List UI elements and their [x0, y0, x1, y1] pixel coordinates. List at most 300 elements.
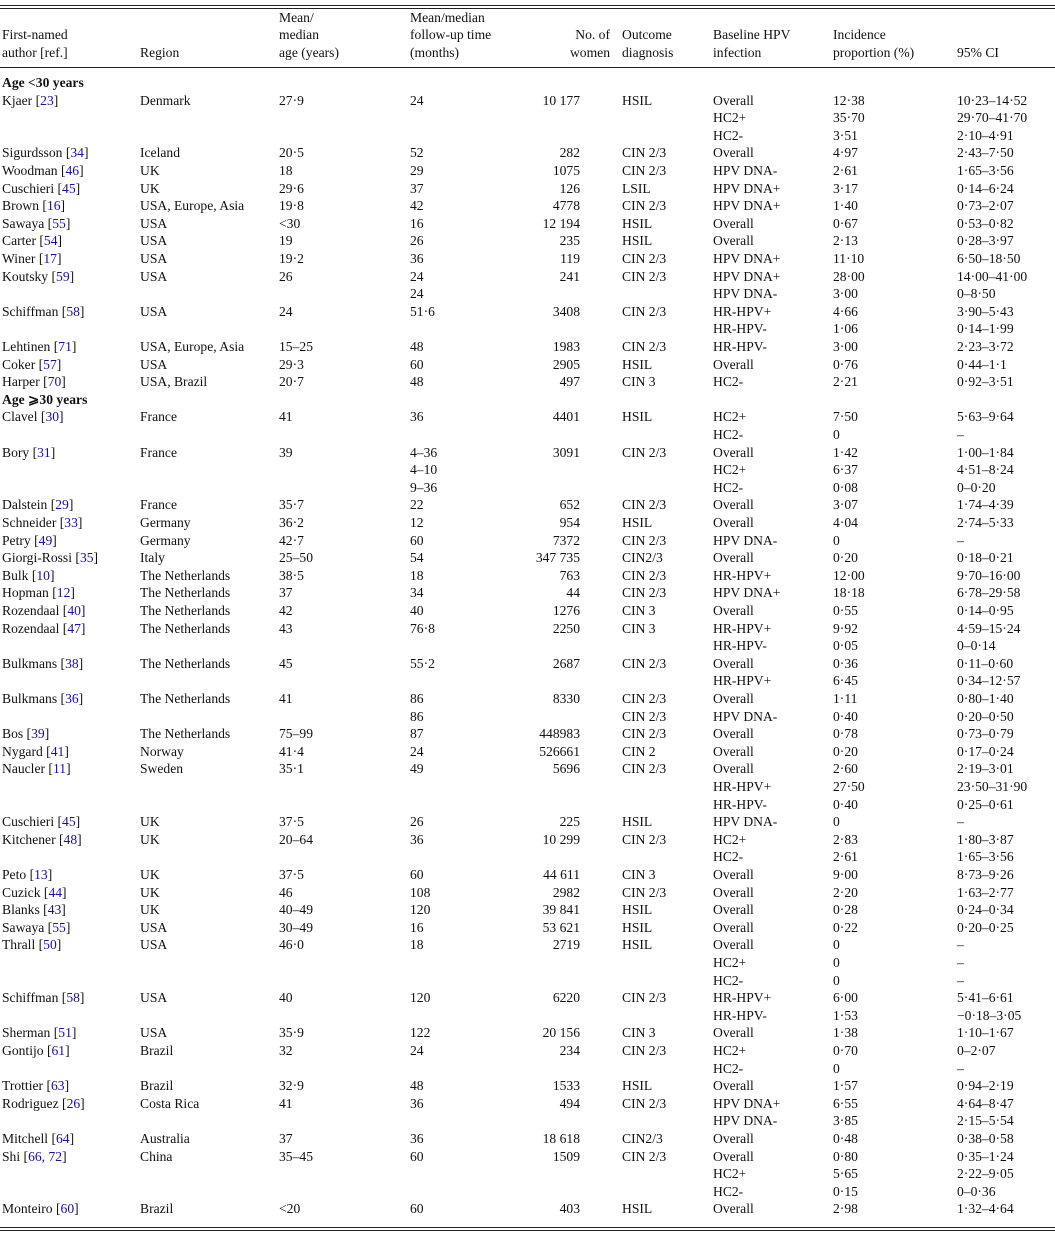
outcome-diagnosis: HSIL [622, 1201, 653, 1217]
reference-link[interactable]: 33 [64, 515, 78, 530]
number-of-women: 5696 [552, 761, 580, 777]
author-name: Trottier [2, 1078, 44, 1094]
number-of-women: 1533 [552, 1078, 580, 1094]
region: Costa Rica [140, 1095, 200, 1111]
confidence-interval: 0–0·36 [957, 1183, 996, 1199]
outcome-diagnosis: CIN 2/3 [622, 251, 667, 266]
region: Sweden [140, 761, 184, 777]
outcome-diagnosis: CIN 2/3 [622, 163, 667, 178]
author-name: Dalstein [2, 497, 48, 513]
mean-age: 43 [279, 620, 293, 636]
reference-link[interactable]: 13 [34, 867, 48, 882]
baseline-hpv: Overall [713, 603, 754, 618]
mean-age: <30 [279, 215, 301, 231]
number-of-women: 403 [559, 1201, 580, 1217]
incidence-proportion: 0·80 [833, 1148, 858, 1164]
follow-up: 36 [410, 831, 424, 847]
mean-age: 37 [279, 585, 293, 601]
incidence-proportion: 0 [833, 427, 840, 442]
mean-age: 40–49 [279, 902, 313, 918]
mean-age: 30–49 [279, 919, 313, 935]
outcome-diagnosis: CIN 3 [622, 374, 656, 390]
mean-age: 20·5 [279, 145, 304, 161]
confidence-interval: 0·14–6·24 [957, 180, 1014, 196]
reference-link[interactable]: 49 [38, 532, 53, 548]
baseline-hpv: Overall [713, 884, 754, 900]
incidence-proportion: 0·28 [833, 902, 858, 918]
baseline-hpv: Overall [713, 356, 754, 372]
baseline-hpv: Overall [713, 743, 754, 759]
study-author: Schneider [33] [2, 515, 83, 530]
reference-link[interactable]: 71 [58, 339, 72, 354]
follow-up: 24 [410, 286, 424, 302]
baseline-hpv: Overall [713, 1078, 754, 1094]
incidence-proportion: 0·40 [833, 796, 858, 812]
number-of-women: 2905 [552, 356, 580, 372]
confidence-interval: 0·44–1·1 [957, 356, 1007, 372]
reference-link[interactable]: 17 [43, 251, 57, 266]
region: The Netherlands [140, 585, 231, 601]
confidence-interval: 8·73–9·26 [957, 867, 1014, 882]
study-author: Bory [31] [2, 444, 56, 460]
bottom-rule [0, 1227, 1055, 1228]
study-author: Shi [66, 72] [2, 1148, 67, 1164]
study-author: Rozendaal [40] [2, 603, 86, 618]
author-name: Blanks [2, 902, 40, 918]
header-age: median [279, 27, 320, 43]
follow-up: 18 [410, 937, 424, 953]
outcome-diagnosis: CIN 2 [622, 743, 656, 759]
mean-age: 41·4 [279, 743, 304, 759]
reference-link[interactable]: 34 [70, 145, 84, 161]
incidence-proportion: 6·45 [833, 673, 858, 689]
reference-link[interactable]: 66, 72 [28, 1148, 63, 1164]
study-author: Harper [70] [2, 374, 66, 390]
incidence-proportion: 0 [833, 814, 840, 830]
mean-age: 38·5 [279, 567, 304, 583]
region: USA [140, 233, 168, 249]
baseline-hpv: HC2+ [713, 955, 747, 970]
reference-link[interactable]: 36 [65, 691, 79, 706]
incidence-proportion: 3·51 [833, 127, 858, 143]
incidence-proportion: 0·55 [833, 603, 858, 618]
author-name: Woodman [2, 163, 58, 178]
follow-up: 9–36 [410, 479, 438, 495]
follow-up: 37 [410, 180, 424, 196]
incidence-proportion: 1·06 [833, 321, 858, 337]
reference-link[interactable]: 55 [52, 919, 66, 935]
incidence-proportion: 0 [833, 532, 840, 548]
baseline-hpv: HR-HPV- [713, 339, 767, 354]
incidence-proportion: 1·57 [833, 1078, 858, 1094]
baseline-hpv: Overall [713, 215, 754, 231]
region: Germany [140, 532, 191, 548]
outcome-diagnosis: CIN 2/3 [622, 691, 667, 706]
reference-link[interactable]: 51 [58, 1025, 72, 1041]
reference-link[interactable]: 31 [37, 444, 51, 460]
study-author: Mitchell [64] [2, 1131, 75, 1146]
confidence-interval: 0·14–1·99 [957, 321, 1014, 337]
study-author: Lehtinen [71] [2, 339, 77, 354]
incidence-proportion: 2·20 [833, 884, 858, 900]
outcome-diagnosis: CIN2/3 [622, 1131, 663, 1146]
confidence-interval: 2·19–3·01 [957, 761, 1014, 777]
follow-up: 48 [410, 374, 424, 390]
region: UK [140, 180, 160, 196]
outcome-diagnosis: CIN 2/3 [622, 726, 667, 742]
baseline-hpv: HR-HPV+ [713, 779, 772, 794]
incidence-proportion: 2·83 [833, 831, 858, 847]
incidence-proportion: 2·61 [833, 163, 858, 178]
reference-link[interactable]: 54 [43, 233, 58, 249]
number-of-women: 20 156 [542, 1025, 580, 1041]
outcome-diagnosis: CIN 3 [622, 867, 656, 882]
confidence-interval: 0·92–3·51 [957, 374, 1014, 390]
baseline-hpv: HPV DNA- [713, 814, 778, 830]
reference-link[interactable]: 47 [67, 620, 81, 636]
baseline-hpv: Overall [713, 444, 754, 460]
number-of-women: 12 194 [542, 215, 580, 231]
confidence-interval: 9·70–16·00 [957, 567, 1021, 583]
reference-link[interactable]: 45 [62, 814, 76, 830]
confidence-interval: 6·78–29·58 [957, 585, 1021, 601]
baseline-hpv: Overall [713, 691, 754, 706]
baseline-hpv: HPV DNA+ [713, 180, 781, 196]
author-name: Sigurdsson [2, 145, 63, 161]
number-of-women: 6220 [552, 990, 580, 1006]
study-author: Bos [39] [2, 726, 50, 742]
reference-link[interactable]: 55 [52, 215, 66, 231]
author-name: Kitchener [2, 831, 56, 847]
number-of-women: 494 [559, 1095, 580, 1111]
reference-link[interactable]: 63 [50, 1078, 65, 1094]
header-incidence: proportion (%) [833, 45, 915, 60]
confidence-interval: 0–8·50 [957, 286, 996, 302]
incidence-proportion: 0·15 [833, 1183, 858, 1199]
baseline-hpv: Overall [713, 1131, 754, 1146]
region: France [140, 497, 177, 513]
number-of-women: 44 [566, 585, 580, 601]
mean-age: 26 [279, 268, 293, 284]
confidence-interval: 0·14–0·95 [957, 603, 1014, 618]
number-of-women: 652 [559, 497, 580, 513]
region: The Netherlands [140, 691, 231, 706]
incidence-proportion: 3·00 [833, 286, 858, 302]
author-name: Bulkmans [2, 691, 58, 706]
reference-link[interactable]: 60 [60, 1201, 75, 1217]
incidence-proportion: 18·18 [833, 585, 865, 601]
region: Norway [140, 743, 184, 759]
author-name: Nygard [2, 743, 43, 759]
confidence-interval: 1·65–3·56 [957, 849, 1014, 865]
incidence-proportion: 1·11 [833, 691, 858, 706]
confidence-interval: – [957, 972, 964, 988]
baseline-hpv: Overall [713, 550, 754, 566]
baseline-hpv: HPV DNA+ [713, 251, 781, 266]
follow-up: 26 [410, 233, 424, 249]
follow-up: 16 [410, 215, 424, 231]
baseline-hpv: HC2- [713, 972, 744, 988]
baseline-hpv: HPV DNA+ [713, 1095, 781, 1111]
confidence-interval: 1·32–4·64 [957, 1201, 1014, 1217]
region: China [140, 1148, 173, 1164]
mean-age: 40 [279, 990, 293, 1006]
follow-up: 49 [410, 761, 424, 777]
region: The Netherlands [140, 726, 231, 742]
study-author: Brown [16] [2, 198, 66, 214]
study-author: Sherman [51] [2, 1025, 77, 1041]
study-author: Koutsky [59] [2, 268, 75, 284]
baseline-hpv: Overall [713, 902, 754, 918]
confidence-interval: 10·23–14·52 [957, 92, 1028, 108]
baseline-hpv: HR-HPV- [713, 638, 767, 654]
number-of-women: 954 [559, 515, 580, 530]
mean-age: 18 [279, 163, 293, 178]
baseline-hpv: HPV DNA- [713, 286, 778, 302]
reference-link[interactable]: 43 [47, 902, 62, 918]
incidence-proportion: 27·50 [833, 779, 865, 794]
header-follow: Mean/median [410, 9, 485, 25]
follow-up: 36 [410, 1131, 424, 1146]
outcome-diagnosis: CIN 2/3 [622, 1043, 667, 1058]
follow-up: 120 [410, 990, 431, 1006]
region: The Netherlands [140, 620, 231, 636]
outcome-diagnosis: CIN 3 [622, 603, 656, 618]
reference-link[interactable]: 61 [51, 1043, 66, 1058]
confidence-interval: 0·94–2·19 [957, 1078, 1014, 1094]
region: France [140, 444, 177, 460]
outcome-diagnosis: CIN 3 [622, 620, 656, 636]
incidence-proportion: 5·65 [833, 1166, 858, 1182]
outcome-diagnosis: CIN 2/3 [622, 303, 667, 319]
header-hpv: Baseline HPV [713, 27, 791, 43]
reference-link[interactable]: 11 [52, 761, 67, 777]
incidence-proportion: 0 [833, 972, 840, 988]
number-of-women: 2250 [552, 620, 580, 636]
outcome-diagnosis: CIN 2/3 [622, 1148, 667, 1164]
incidence-proportion: 12·00 [833, 567, 865, 583]
outcome-diagnosis: CIN 2/3 [622, 532, 667, 548]
reference-link[interactable]: 41 [50, 743, 65, 759]
confidence-interval: – [957, 937, 964, 953]
confidence-interval: 6·50–18·50 [957, 251, 1021, 266]
region: The Netherlands [140, 567, 231, 583]
reference-link[interactable]: 45 [62, 180, 76, 196]
reference-link[interactable]: 59 [56, 268, 70, 284]
reference-link[interactable]: 38 [65, 655, 79, 671]
confidence-interval: 0·28–3·97 [957, 233, 1014, 249]
mean-age: 42·7 [279, 532, 304, 548]
baseline-hpv: Overall [713, 497, 754, 513]
region: USA, Europe, Asia [140, 339, 245, 354]
confidence-interval: 5·41–6·61 [957, 990, 1014, 1006]
follow-up: 42 [410, 198, 424, 214]
region: Denmark [140, 92, 191, 108]
mean-age: 75–99 [279, 726, 313, 742]
header-hpv: infection [713, 45, 762, 60]
follow-up: 120 [410, 902, 431, 918]
mean-age: 19·2 [279, 251, 304, 266]
reference-link[interactable]: 44 [48, 884, 63, 900]
mean-age: <20 [279, 1201, 301, 1217]
confidence-interval: 23·50–31·90 [957, 779, 1028, 794]
baseline-hpv: HC2+ [713, 831, 747, 847]
incidence-proportion: 3·17 [833, 180, 858, 196]
incidence-proportion: 12·38 [833, 92, 865, 108]
incidence-proportion: 9·92 [833, 620, 858, 636]
author-name: Winer [2, 251, 36, 266]
number-of-women: 4778 [552, 198, 580, 214]
baseline-hpv: Overall [713, 233, 754, 249]
incidence-proportion: 3·07 [833, 497, 858, 513]
mean-age: 37 [279, 1131, 293, 1146]
reference-link[interactable]: 39 [31, 726, 45, 742]
outcome-diagnosis: CIN 2/3 [622, 1095, 667, 1111]
mean-age: 19·8 [279, 198, 304, 214]
confidence-interval: 0·25–0·61 [957, 796, 1014, 812]
study-author: Blanks [43] [2, 902, 66, 918]
number-of-women: 763 [559, 567, 580, 583]
reference-link[interactable]: 64 [56, 1131, 70, 1146]
incidence-proportion: 0·78 [833, 726, 858, 742]
reference-link[interactable]: 16 [46, 198, 61, 214]
follow-up: 60 [410, 1201, 424, 1217]
baseline-hpv: HC2+ [713, 462, 747, 478]
confidence-interval: 0·73–0·79 [957, 726, 1014, 742]
outcome-diagnosis: CIN 2/3 [622, 268, 667, 284]
confidence-interval: 0·38–0·58 [957, 1131, 1014, 1146]
incidence-proportion: 0 [833, 1060, 840, 1076]
follow-up: 26 [410, 814, 424, 830]
region: USA, Brazil [140, 374, 208, 390]
reference-link[interactable]: 46 [65, 163, 80, 178]
incidence-proportion: 6·37 [833, 462, 858, 478]
reference-link[interactable]: 10 [36, 567, 50, 583]
confidence-interval: 1·74–4·39 [957, 497, 1014, 513]
outcome-diagnosis: CIN 2/3 [622, 497, 667, 513]
author-name: Hopman [2, 585, 49, 601]
follow-up: 86 [410, 691, 424, 706]
mean-age: 37·5 [279, 867, 304, 882]
follow-up: 22 [410, 497, 424, 513]
author-name: Naucler [2, 761, 46, 777]
reference-link[interactable]: 35 [79, 550, 94, 566]
follow-up: 36 [410, 251, 424, 266]
confidence-interval: 2·15–5·54 [957, 1113, 1014, 1129]
author-name: Schiffman [2, 990, 59, 1006]
confidence-interval: 5·63–9·64 [957, 409, 1014, 425]
reference-link[interactable]: 58 [66, 990, 80, 1006]
region: USA [140, 990, 168, 1006]
reference-link[interactable]: 30 [45, 409, 60, 425]
mean-age: 20–64 [279, 831, 313, 847]
mean-age: 32·9 [279, 1078, 304, 1094]
follow-up: 24 [410, 268, 424, 284]
confidence-interval: 4·51–8·24 [957, 462, 1014, 478]
region: USA [140, 919, 168, 935]
incidence-proportion: 2·60 [833, 761, 858, 777]
study-author: Hopman [12] [2, 585, 75, 601]
baseline-hpv: HC2- [713, 849, 744, 865]
study-author: Rodriguez [26] [2, 1095, 85, 1111]
reference-link[interactable]: 26 [66, 1095, 81, 1111]
follow-up: 55·2 [410, 655, 435, 671]
number-of-women: 2982 [552, 884, 580, 900]
header-incidence: Incidence [833, 27, 886, 43]
confidence-interval: 2·10–4·91 [957, 127, 1014, 143]
reference-link[interactable]: 48 [63, 831, 78, 847]
reference-link[interactable]: 40 [67, 603, 81, 618]
baseline-hpv: HPV DNA- [713, 1113, 778, 1129]
region: USA [140, 268, 168, 284]
region: USA [140, 937, 168, 953]
confidence-interval: 0·53–0·82 [957, 215, 1014, 231]
header-author: First-named [2, 27, 68, 43]
author-name: Sawaya [2, 215, 45, 231]
reference-link[interactable]: 50 [43, 937, 57, 953]
author-name: Cuzick [2, 884, 41, 900]
incidence-proportion: 1·42 [833, 444, 858, 460]
confidence-interval: 0–0·14 [957, 638, 996, 654]
author-name: Bulkmans [2, 655, 58, 671]
confidence-interval: 2·23–3·72 [957, 339, 1014, 354]
top-rule-2 [0, 8, 1055, 9]
author-name: Cuschieri [2, 180, 55, 196]
mean-age: 25–50 [279, 550, 313, 566]
follow-up: 60 [410, 532, 424, 548]
confidence-interval: 1·65–3·56 [957, 163, 1014, 178]
reference-link[interactable]: 12 [56, 585, 71, 601]
author-name: Schneider [2, 515, 57, 530]
region: UK [140, 884, 160, 900]
outcome-diagnosis: CIN 2/3 [622, 831, 667, 847]
follow-up: 36 [410, 1095, 424, 1111]
baseline-hpv: Overall [713, 655, 754, 671]
number-of-women: 10 299 [542, 831, 580, 847]
incidence-proportion: 2·21 [833, 374, 858, 390]
mean-age: 46 [279, 884, 293, 900]
region: Australia [140, 1131, 190, 1146]
reference-link[interactable]: 58 [66, 303, 80, 319]
bottom-rule-2 [0, 1230, 1055, 1231]
study-author: Nygard [41] [2, 743, 69, 759]
baseline-hpv: HC2- [713, 1183, 744, 1199]
confidence-interval: 0·11–0·60 [957, 655, 1014, 671]
reference-link[interactable]: 23 [40, 92, 54, 108]
follow-up: 18 [410, 567, 424, 583]
baseline-hpv: HPV DNA- [713, 708, 778, 724]
baseline-hpv: HPV DNA+ [713, 268, 781, 284]
baseline-hpv: HR-HPV+ [713, 567, 772, 583]
incidence-proportion: 0·70 [833, 1043, 858, 1058]
baseline-hpv: Overall [713, 92, 754, 108]
confidence-interval: 29·70–41·70 [957, 110, 1028, 126]
study-author: Peto [13] [2, 867, 53, 882]
reference-link[interactable]: 29 [55, 497, 69, 513]
reference-link[interactable]: 70 [47, 374, 62, 390]
incidence-proportion: 0·67 [833, 215, 858, 231]
outcome-diagnosis: HSIL [622, 233, 653, 249]
study-author: Trottier [63] [2, 1078, 70, 1094]
study-author: Giorgi-Rossi [35] [2, 550, 99, 566]
follow-up: 12 [410, 515, 424, 530]
header-women: women [569, 45, 610, 60]
reference-link[interactable]: 57 [43, 356, 57, 372]
incidence-proportion: 7·50 [833, 409, 858, 425]
study-author: Dalstein [29] [2, 497, 74, 513]
author-name: Koutsky [2, 268, 49, 284]
baseline-hpv: Overall [713, 145, 754, 161]
